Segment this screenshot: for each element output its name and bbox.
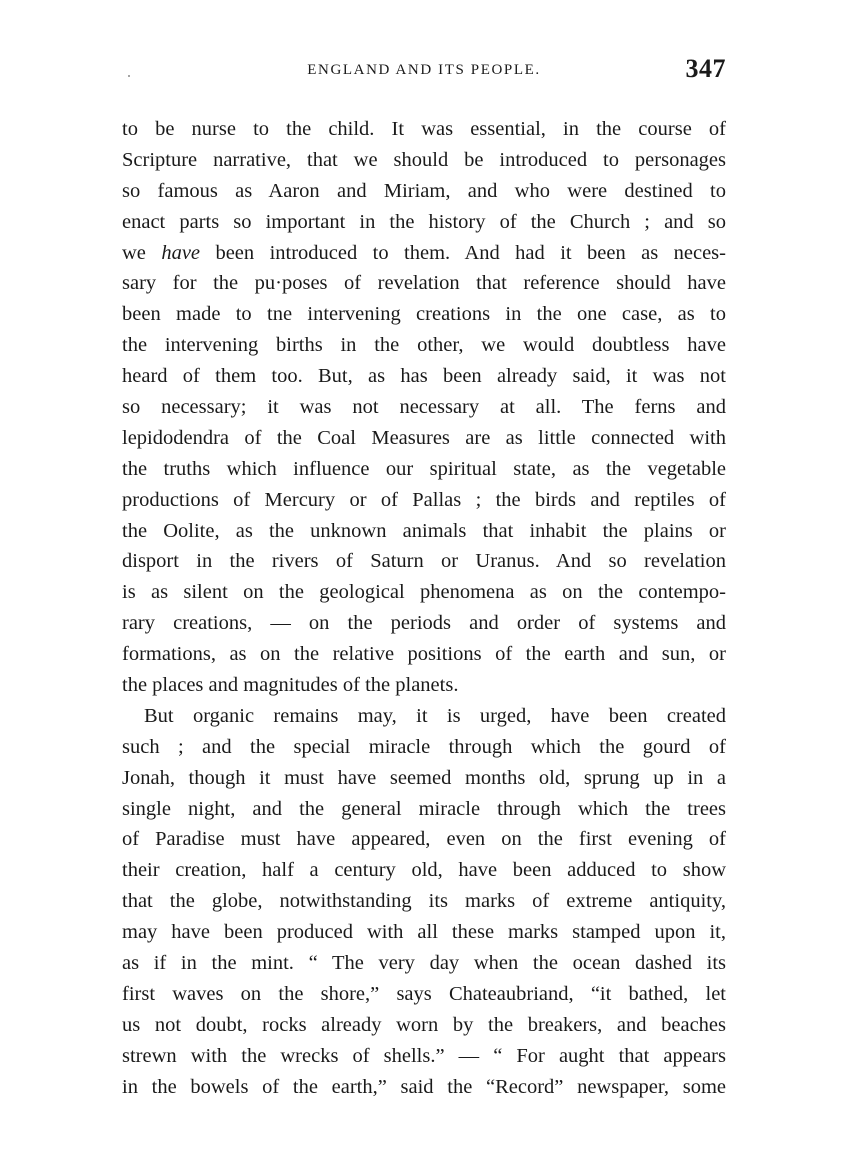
text-line: productions of Mercury or of Pallas ; the birds and reptiles of	[122, 488, 726, 511]
text-line: the places and magnitudes of the planets.	[122, 674, 459, 697]
text-line: first waves on the shore,” says Chateaubriand, “it bathed, let	[122, 982, 726, 1005]
text-line: But organic remains may, it is urged, have been created	[144, 704, 726, 727]
paragraph	[122, 114, 726, 701]
text-line: single night, and the general miracle through which the trees	[122, 797, 726, 820]
text-line: the truths which influence our spiritual state, as the vegetable	[122, 457, 726, 480]
text-line: sary for the pu·poses of revelation that reference should have	[122, 272, 726, 295]
text-line: formations, as on the relative positions of the earth and sun, or	[122, 643, 726, 666]
text-line: the Oolite, as the unknown animals that inhabit the plains or	[122, 519, 726, 542]
text-line: been made to tne intervening creations in the one case, as to	[122, 303, 726, 326]
text-line: may have been produced with all these marks stamped upon it,	[122, 921, 726, 944]
text-line: enact parts so important in the history of the Church ; and so	[122, 210, 726, 233]
text-line: heard of them too. But, as has been already said, it was not	[122, 365, 726, 388]
text-line: such ; and the special miracle through which the gourd of	[122, 735, 726, 758]
text-line: in the bowels of the earth,” said the “Record” newspaper, some	[122, 1075, 726, 1098]
paragraph	[122, 701, 726, 1103]
text-line: lepidodendra of the Coal Measures are as little connected with	[122, 426, 726, 449]
text-line: us not doubt, rocks already worn by the breakers, and beaches	[122, 1013, 726, 1036]
body-text	[122, 114, 726, 1103]
text-line: their creation, half a century old, have been adduced to show	[122, 859, 726, 882]
text-line: as if in the mint. “ The very day when the ocean dashed its	[122, 952, 726, 975]
text-line: to be nurse to the child. It was essential, in the course of	[122, 118, 726, 140]
text-line: the intervening births in the other, we would doubtless have	[122, 334, 726, 357]
text-line: Jonah, though it must have seemed months old, sprung up in a	[122, 766, 726, 789]
running-title: ENGLAND AND ITS PEOPLE.	[307, 62, 541, 78]
text-line: of Paradise must have appeared, even on the first evening of	[122, 828, 726, 851]
page-number: 347	[685, 54, 726, 83]
emphasized-word: have	[161, 241, 201, 264]
text-line: is as silent on the geological phenomena as on the contempo-	[122, 581, 726, 604]
page-header	[122, 56, 726, 88]
text-line: that the globe, notwithstanding its marks of extreme antiquity,	[122, 890, 726, 913]
text-line: so famous as Aaron and Miriam, and who were destined to	[122, 179, 726, 202]
text-line: disport in the rivers of Saturn or Uranus. And so revelation	[122, 550, 726, 573]
text-line: we have been introduced to them. And had it been as neces-	[122, 241, 726, 264]
text-line: rary creations, — on the periods and order of systems and	[122, 612, 726, 635]
text-line: strewn with the wrecks of shells.” — “ For aught that appears	[122, 1044, 726, 1067]
text-line: Scripture narrative, that we should be introduced to personages	[122, 148, 726, 171]
text-line: so necessary; it was not necessary at all. The ferns and	[122, 396, 726, 419]
